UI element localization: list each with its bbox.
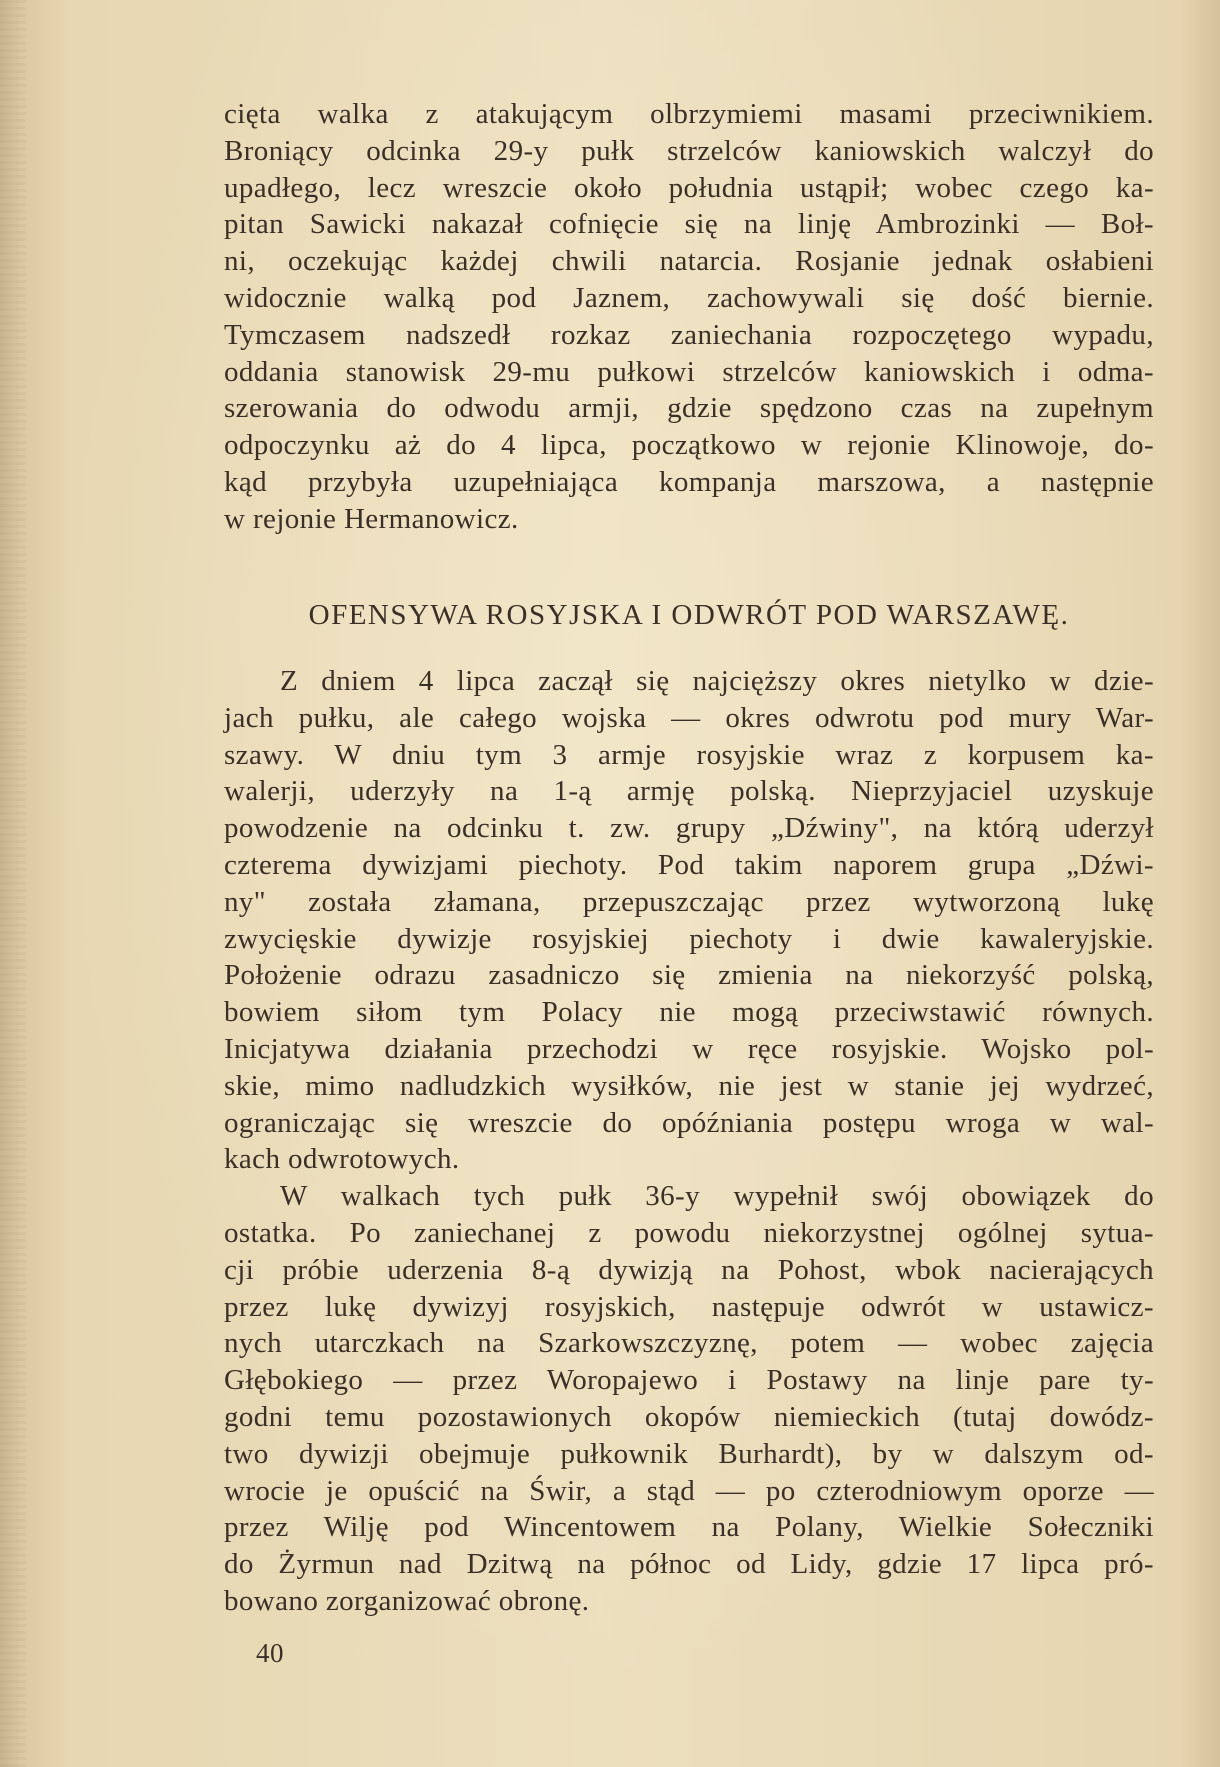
text-line: szawy. W dniu tym 3 armje rosyjskie wraz z korpusem ka- xyxy=(224,738,1154,771)
text-line: ostatka. Po zaniechanej z powodu niekorzystnej ogólnej sytua- xyxy=(224,1216,1154,1249)
text-line: w rejonie Hermanowicz. xyxy=(224,502,519,535)
paragraph-continued xyxy=(224,96,1154,538)
text-line: jach pułku, ale całego wojska — okres odwrotu pod mury War- xyxy=(224,701,1154,734)
text-line: ni, oczekując każdej chwili natarcia. Rosjanie jednak osłabieni xyxy=(224,245,1154,278)
paragraph-offensive xyxy=(224,663,1154,1178)
text-line: Tymczasem nadszedł rozkaz zaniechania rozpoczętego wypadu, xyxy=(224,318,1154,351)
text-line: przez lukę dywizyj rosyjskich, następuje odwrót w ustawicz- xyxy=(224,1290,1154,1323)
text-line: Położenie odrazu zasadniczo się zmienia na niekorzyść polską, xyxy=(224,959,1154,992)
text-line: cji próbie uderzenia 8-ą dywizją na Pohost, wbok nacierających xyxy=(224,1253,1154,1286)
text-line: walerji, uderzyły na 1-ą armję polską. Nieprzyjaciel uzyskuje xyxy=(224,775,1154,808)
text-line: W walkach tych pułk 36-y wypełnił swój obowiązek do xyxy=(280,1180,1154,1213)
text-line: pitan Sawicki nakazał cofnięcie się na linję Ambrozinki — Boł- xyxy=(224,208,1154,241)
text-line: do Żyrmun nad Dzitwą na północ od Lidy, gdzie 17 lipca pró- xyxy=(224,1548,1154,1581)
text-line: Z dniem 4 lipca zaczął się najcięższy okres nietylko w dzie- xyxy=(280,665,1154,697)
text-line: powodzenie na odcinku t. zw. grupy „Dźwiny", na którą uderzył xyxy=(224,812,1154,845)
text-line: zwycięskie dywizje rosyjskiej piechoty i dwie kawaleryjskie. xyxy=(224,922,1154,955)
text-line: szerowania do odwodu armji, gdzie spędzono czas na zupełnym xyxy=(224,392,1154,425)
text-line: bowano zorganizować obronę. xyxy=(224,1584,590,1617)
text-line: kach odwrotowych. xyxy=(224,1143,460,1176)
text-line: bowiem siłom tym Polacy nie mogą przeciwstawić równych. xyxy=(224,996,1154,1029)
text-line: Inicjatywa działania przechodzi w ręce rosyjskie. Wojsko pol- xyxy=(224,1032,1154,1065)
text-line: upadłego, lecz wreszcie około południa ustąpił; wobec czego ka- xyxy=(224,171,1154,204)
text-line: widocznie walką pod Jaznem, zachowywali się dość biernie. xyxy=(224,281,1154,314)
text-line: nych utarczkach na Szarkowszczyznę, potem — wobec zajęcia xyxy=(224,1327,1154,1360)
text-line: cięta walka z atakującym olbrzymiemi masami przeciwnikiem. xyxy=(224,98,1154,130)
section-heading: OFENSYWA ROSYJSKA I ODWRÓT POD WARSZAWĘ. xyxy=(308,599,1070,631)
text-line: ograniczając się wreszcie do opóźniania postępu wroga w wal- xyxy=(224,1106,1154,1139)
text-line: two dywizji obejmuje pułkownik Burhardt), by w dalszym od- xyxy=(224,1437,1154,1470)
text-line: godni temu pozostawionych okopów niemieckich (tutaj dowódz- xyxy=(224,1400,1154,1433)
text-line: skie, mimo nadludzkich wysiłków, nie jest w stanie jej wydrzeć, xyxy=(224,1069,1154,1102)
page-number: 40 xyxy=(256,1638,284,1668)
text-line: Broniący odcinka 29-y pułk strzelców kaniowskich walczył do xyxy=(224,134,1154,167)
text-line: wrocie je opuścić na Świr, a stąd — po czterodniowym oporze — xyxy=(224,1474,1154,1507)
text-line: czterema dywizjami piechoty. Pod takim naporem grupa „Dźwi- xyxy=(224,848,1154,881)
section-body xyxy=(224,663,1154,1620)
text-line: Głębokiego — przez Woropajewo i Postawy na linje pare ty- xyxy=(224,1364,1154,1397)
text-line: odpoczynku aż do 4 lipca, początkowo w rejonie Klinowoje, do- xyxy=(224,429,1154,462)
text-line: kąd przybyła uzupełniająca kompanja marszowa, a następnie xyxy=(224,465,1154,498)
paragraph-retreat xyxy=(224,1178,1154,1620)
text-line: ny" została złamana, przepuszczając przez wytworzoną lukę xyxy=(224,885,1154,918)
text-line: oddania stanowisk 29-mu pułkowi strzelców kaniowskich i odma- xyxy=(224,355,1154,388)
text-line: przez Wilję pod Wincentowem na Polany, Wielkie Sołeczniki xyxy=(224,1511,1154,1544)
